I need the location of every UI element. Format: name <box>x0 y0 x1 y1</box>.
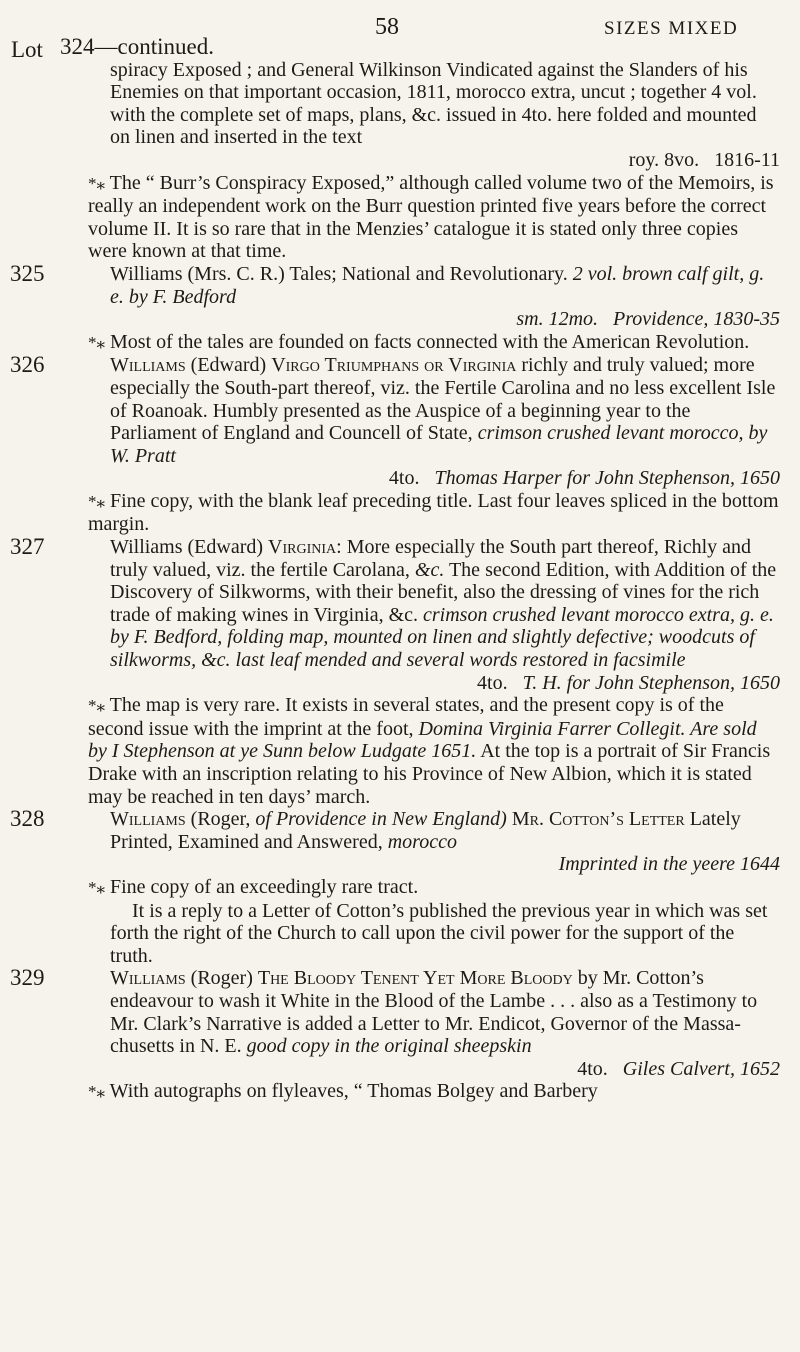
asterism: * <box>88 332 97 352</box>
lot-body: richly and truly valued; more especially the South-part thereof, viz. the Fertile Carolina and no less excellent Isle of Roanoak. Humbly presented as the Auspice of a beginning year to the Parliament of England and Councell of State, <box>110 354 776 445</box>
binding: crimson crushed levant morocco extra, g. e. by F. Bedford, folding map, mounted on linen and slightly defective; woodcuts of silkworms, &c. last leaf mended and several words restored in facsimile <box>110 603 774 672</box>
place-date: Providence, 1830-35 <box>613 308 780 331</box>
asterism: * <box>88 173 97 193</box>
lot-number: 329 <box>10 965 45 991</box>
lot-entry-326 <box>10 352 780 536</box>
asterism: * <box>88 877 97 897</box>
lot-number: 327 <box>10 534 45 560</box>
title: Virgo Triumphans or Virginia <box>271 354 517 377</box>
lot-body-continued: The second Edition, with Addition of the Discovery of Silkworms, with their benefit, also the dressing of vines for the rich trade of making wines in Virginia, &c. <box>110 558 777 626</box>
title: The Bloody Tenent Yet More Bloody <box>257 967 573 990</box>
title: Mr. Cotton’s Letter <box>511 808 685 831</box>
format: 4to. <box>577 1057 608 1080</box>
lot-note: *⁎ The map is very rare. It exists in several states, and the present copy is of the second issue with the imprint at the foot, Domina Virginia Farrer Collegit. Are sold by I Stephenson at ye Sunn below Ludgate 1651. At the top is a portrait of Sir Francis Drake with an inscription relating to his Province of New Albion, which it is stated may be reached in ten days’ march. <box>88 694 771 808</box>
place-date: Thomas Harper for John Stephenson, 1650 <box>434 467 780 490</box>
lot-entry-327 <box>10 534 780 808</box>
lot-body: spiracy Exposed ; and General Wilkinson Vindicated against the Slanders of his Enemies on that important occasion, 1811, morocco extra, uncut ; together 4 vol. with the complete set of maps, plans, &c. issued in 4to. here folded and mounted on linen and inserted in the text <box>110 58 757 149</box>
binding: morocco <box>387 830 457 853</box>
lot-note: *⁎ Fine copy, with the blank leaf preceding title. Last four leaves spliced in the bottom margin. <box>88 489 779 536</box>
lot-note: *⁎ With autographs on flyleaves, “ Thomas Bolgey and Barbery <box>88 1080 598 1103</box>
lot-number: 326 <box>10 352 45 378</box>
etc: &c. <box>414 558 445 581</box>
format-date <box>110 149 780 172</box>
author: Williams <box>110 967 186 990</box>
lot-entry-325 <box>10 260 780 354</box>
format-date <box>110 308 780 331</box>
asterism: * <box>88 1082 97 1102</box>
lot-body: Lately Printed, Examined and Answered, <box>110 808 741 853</box>
format-date <box>110 1058 780 1081</box>
format-date <box>110 467 780 490</box>
lot-note: *⁎ The “ Burr’s Conspiracy Exposed,” although called volume two of the Memoirs, is really an independent work on the Burr question printed five years before the correct volume II. It is so rare that in the Menzies’ catalogue it is stated only three copies were known at that time. <box>88 171 774 263</box>
note-text: Fine copy of an exceedingly rare tract. <box>110 875 419 898</box>
note-text: With autographs on flyleaves, “ Thomas Bolgey and Barbery <box>109 1080 598 1103</box>
author: Williams (Edward) <box>110 536 264 559</box>
note-text: The “ Burr’s Conspiracy Exposed,” although called volume two of the Memoirs, is really an independent work on the Burr question printed five years before the correct volume II. It is so rare that in the Menzies’ catalogue it is stated only three copies were known at that time. <box>88 171 774 263</box>
title: Virginia <box>268 536 337 559</box>
lot-heading: 324—continued. <box>60 34 214 59</box>
author-detail: (Edward) <box>190 354 267 377</box>
running-head: SIZES MIXED <box>604 18 739 39</box>
page-number: 58 <box>375 14 399 40</box>
note-text: Fine copy, with the blank leaf preceding title. Last four leaves spliced in the bottom margin. <box>88 489 779 536</box>
description: 2 vol. brown calf gilt, g. e. by F. Bedford <box>110 262 765 308</box>
note-text-continued: At the top is a portrait of Sir Francis Drake with an inscription relating to his Province of New Albion, which it is stated may be reached in ten days’ march. <box>88 740 771 808</box>
asterism: * <box>88 696 97 716</box>
lot-entry-324 <box>60 36 780 263</box>
binding: good copy in the original sheepskin <box>246 1035 532 1058</box>
place-date: 1816-11 <box>714 148 780 171</box>
author-place: of Providence in New England) <box>255 808 507 831</box>
author: Williams (Mrs. C. R.) <box>110 262 285 285</box>
author: Williams <box>110 808 186 831</box>
lot-note: *⁎ Most of the tales are founded on facts connected with the American Revolution. <box>88 330 750 353</box>
asterism: * <box>88 491 97 511</box>
lot-note: *⁎ Fine copy of an exceedingly rare tract. It is a reply to a Letter of Cotton’s published the previous year in which was set forth the right of the Church to call upon the civil power for the support of the truth. <box>88 876 780 967</box>
lot-column-label: Lot <box>11 37 43 62</box>
lot-entry-328 <box>10 806 780 967</box>
lot-body: by Mr. Cotton’s endeavour to wash it White in the Blood of the Lambe . . . also as a Testimony to Mr. Clark’s Narrative is added a Letter to Mr. Endicot, Governor of the Massa-chusetts in N. E. <box>110 967 758 1058</box>
author-detail: (Roger) <box>190 967 253 990</box>
place-date: Imprinted in the yeere 1644 <box>558 853 780 876</box>
format-date <box>110 672 780 695</box>
note-text: The map is very rare. It exists in several states, and the present copy is of the second issue with the imprint at the foot, <box>88 694 724 740</box>
note-text: Most of the tales are founded on facts connected with the American Revolution. <box>110 330 750 353</box>
format: 4to. <box>388 467 420 490</box>
lot-number: 325 <box>10 260 45 286</box>
note-paragraph: It is a reply to a Letter of Cotton’s published the previous year in which was set forth the right of the Church to call upon the civil power for the support of the truth. <box>110 899 768 967</box>
binding: crimson crushed levant morocco, by W. Pratt <box>110 422 768 467</box>
lot-entry-329 <box>10 965 780 1104</box>
format: sm. 12mo. <box>516 308 599 331</box>
author-detail: (Roger, <box>190 808 251 831</box>
place-date: Giles Calvert, 1652 <box>622 1057 780 1080</box>
author: Williams <box>110 354 186 377</box>
title: Tales; National and Revolutionary. <box>289 262 568 285</box>
lot-body: : More especially the South part thereof, Richly and truly valued, viz. the fertile Carolana, <box>110 536 752 581</box>
imprint: Domina Virginia Farrer Collegit. Are sold by I Stephenson at ye Sunn below Ludgate 1651. <box>88 717 757 763</box>
place-date: T. H. for John Stephenson, 1650 <box>522 671 780 694</box>
format: roy. 8vo. <box>628 148 700 171</box>
lot-number: 328 <box>10 806 45 832</box>
format: 4to. <box>477 671 508 694</box>
